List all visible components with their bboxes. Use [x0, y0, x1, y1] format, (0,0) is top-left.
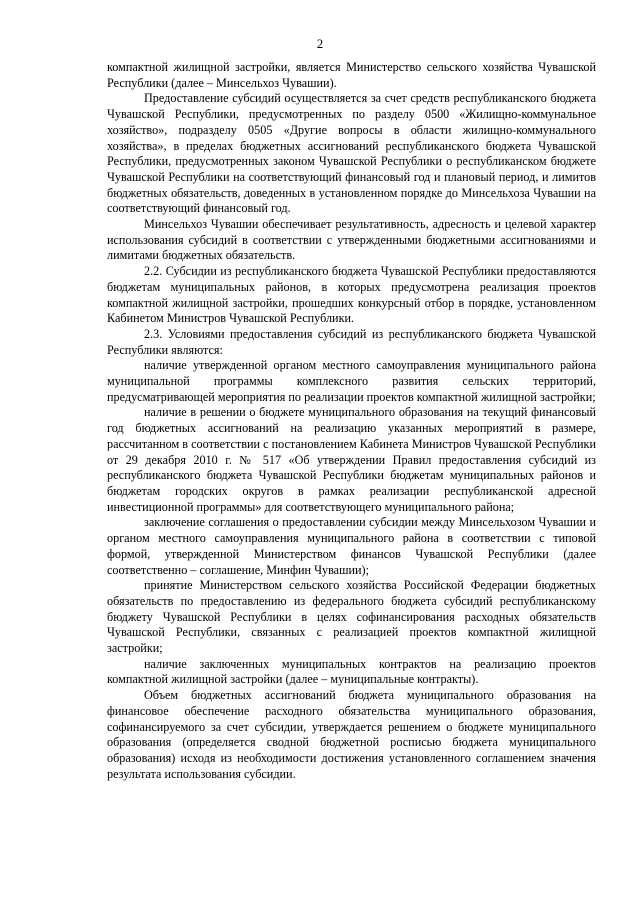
paragraph-4: 2.2. Субсидии из республиканского бюджета Чувашской Республики предоставляются бюджетам муниципальных районов, в которых предусмотрена реализация проектов компактной жилищной застройки, прошедших конкурсный отбор в порядке, установленном Кабинетом Министров Чувашской Республики.	[107, 264, 596, 326]
paragraph-2: Предоставление субсидий осуществляется за счет средств республиканского бюджета Чувашской Республики, предусмотренных по разделу 0500 «Жилищно-коммунальное хозяйство», подразделу 0505 «Другие вопросы в области жилищно-коммунального хозяйства», в пределах бюджетных ассигнований республиканского бюджета Чувашской Республики, предусмотренных законом Чувашской Республики о республиканском бюджете Чувашской Республики на соответствующий финансовый год и плановый период, и лимитов бюджетных обязательств, доведенных в установленном порядке до Минсельхоза Чувашии на соответствующий финансовый год.	[107, 91, 596, 216]
paragraph-5: 2.3. Условиями предоставления субсидий из республиканского бюджета Чувашской Республики являются:	[107, 326, 596, 357]
page-number: 2	[316, 36, 324, 51]
paragraph-11: Объем бюджетных ассигнований бюджета муниципального образования на финансовое обеспечение расходного обязательства муниципального образования, софинансируемого за счет субсидии, утверждается решением о бюджете муниципального образования (определяется сводной бюджетной росписью бюджета муниципального образования) исходя из необходимости достижения установленного соглашением значения результата использования субсидии.	[107, 688, 596, 781]
paragraph-7: наличие в решении о бюджете муниципального образования на текущий финансовый год бюджетных ассигнований на реализацию указанных мероприятий в размере, рассчитанном в соответствии с постановлением Кабинета Министров Чувашской Республики от 29 декабря 2010 г. № 517 «Об утверждении Правил предоставления субсидий из республиканского бюджета Чувашской Республики бюджетам муниципальных районов и бюджетам городских округов в рамках реализации республиканской адресной инвестиционной программы» для соответствующего муниципального района;	[107, 405, 596, 514]
paragraph-9: принятие Министерством сельского хозяйства Российской Федерации бюджетных обязательств по предоставлению из федерального бюджета субсидий республиканскому бюджету Чувашской Республики в целях софинансирования расходных обязательств Чувашской Республики, связанных с реализацией проектов компактной жилищной застройки;	[107, 578, 596, 656]
paragraph-10: наличие заключенных муниципальных контрактов на реализацию проектов компактной жилищной застройки (далее – муниципальные контракты).	[107, 656, 596, 687]
document-body	[107, 60, 596, 782]
paragraph-1: компактной жилищной застройки, является Министерство сельского хозяйства Чувашской Республики (далее – Минсельхоз Чувашии).	[107, 60, 596, 90]
paragraph-3: Минсельхоз Чувашии обеспечивает результативность, адресность и целевой характер использования субсидий в соответствии с утвержденными бюджетными ассигнованиями и лимитами бюджетных обязательств.	[107, 217, 596, 263]
paragraph-8: заключение соглашения о предоставлении субсидии между Минсельхозом Чувашии и органом местного самоуправления муниципального района в соответствии с типовой формой, утвержденной Министерством финансов Чувашской Республики (далее соответственно – соглашение, Минфин Чувашии);	[107, 515, 596, 577]
paragraph-6: наличие утвержденной органом местного самоуправления муниципального района муниципальной программы комплексного развития сельских территорий, предусматривающей мероприятия по реализации проектов компактной жилищной застройки;	[107, 358, 596, 404]
